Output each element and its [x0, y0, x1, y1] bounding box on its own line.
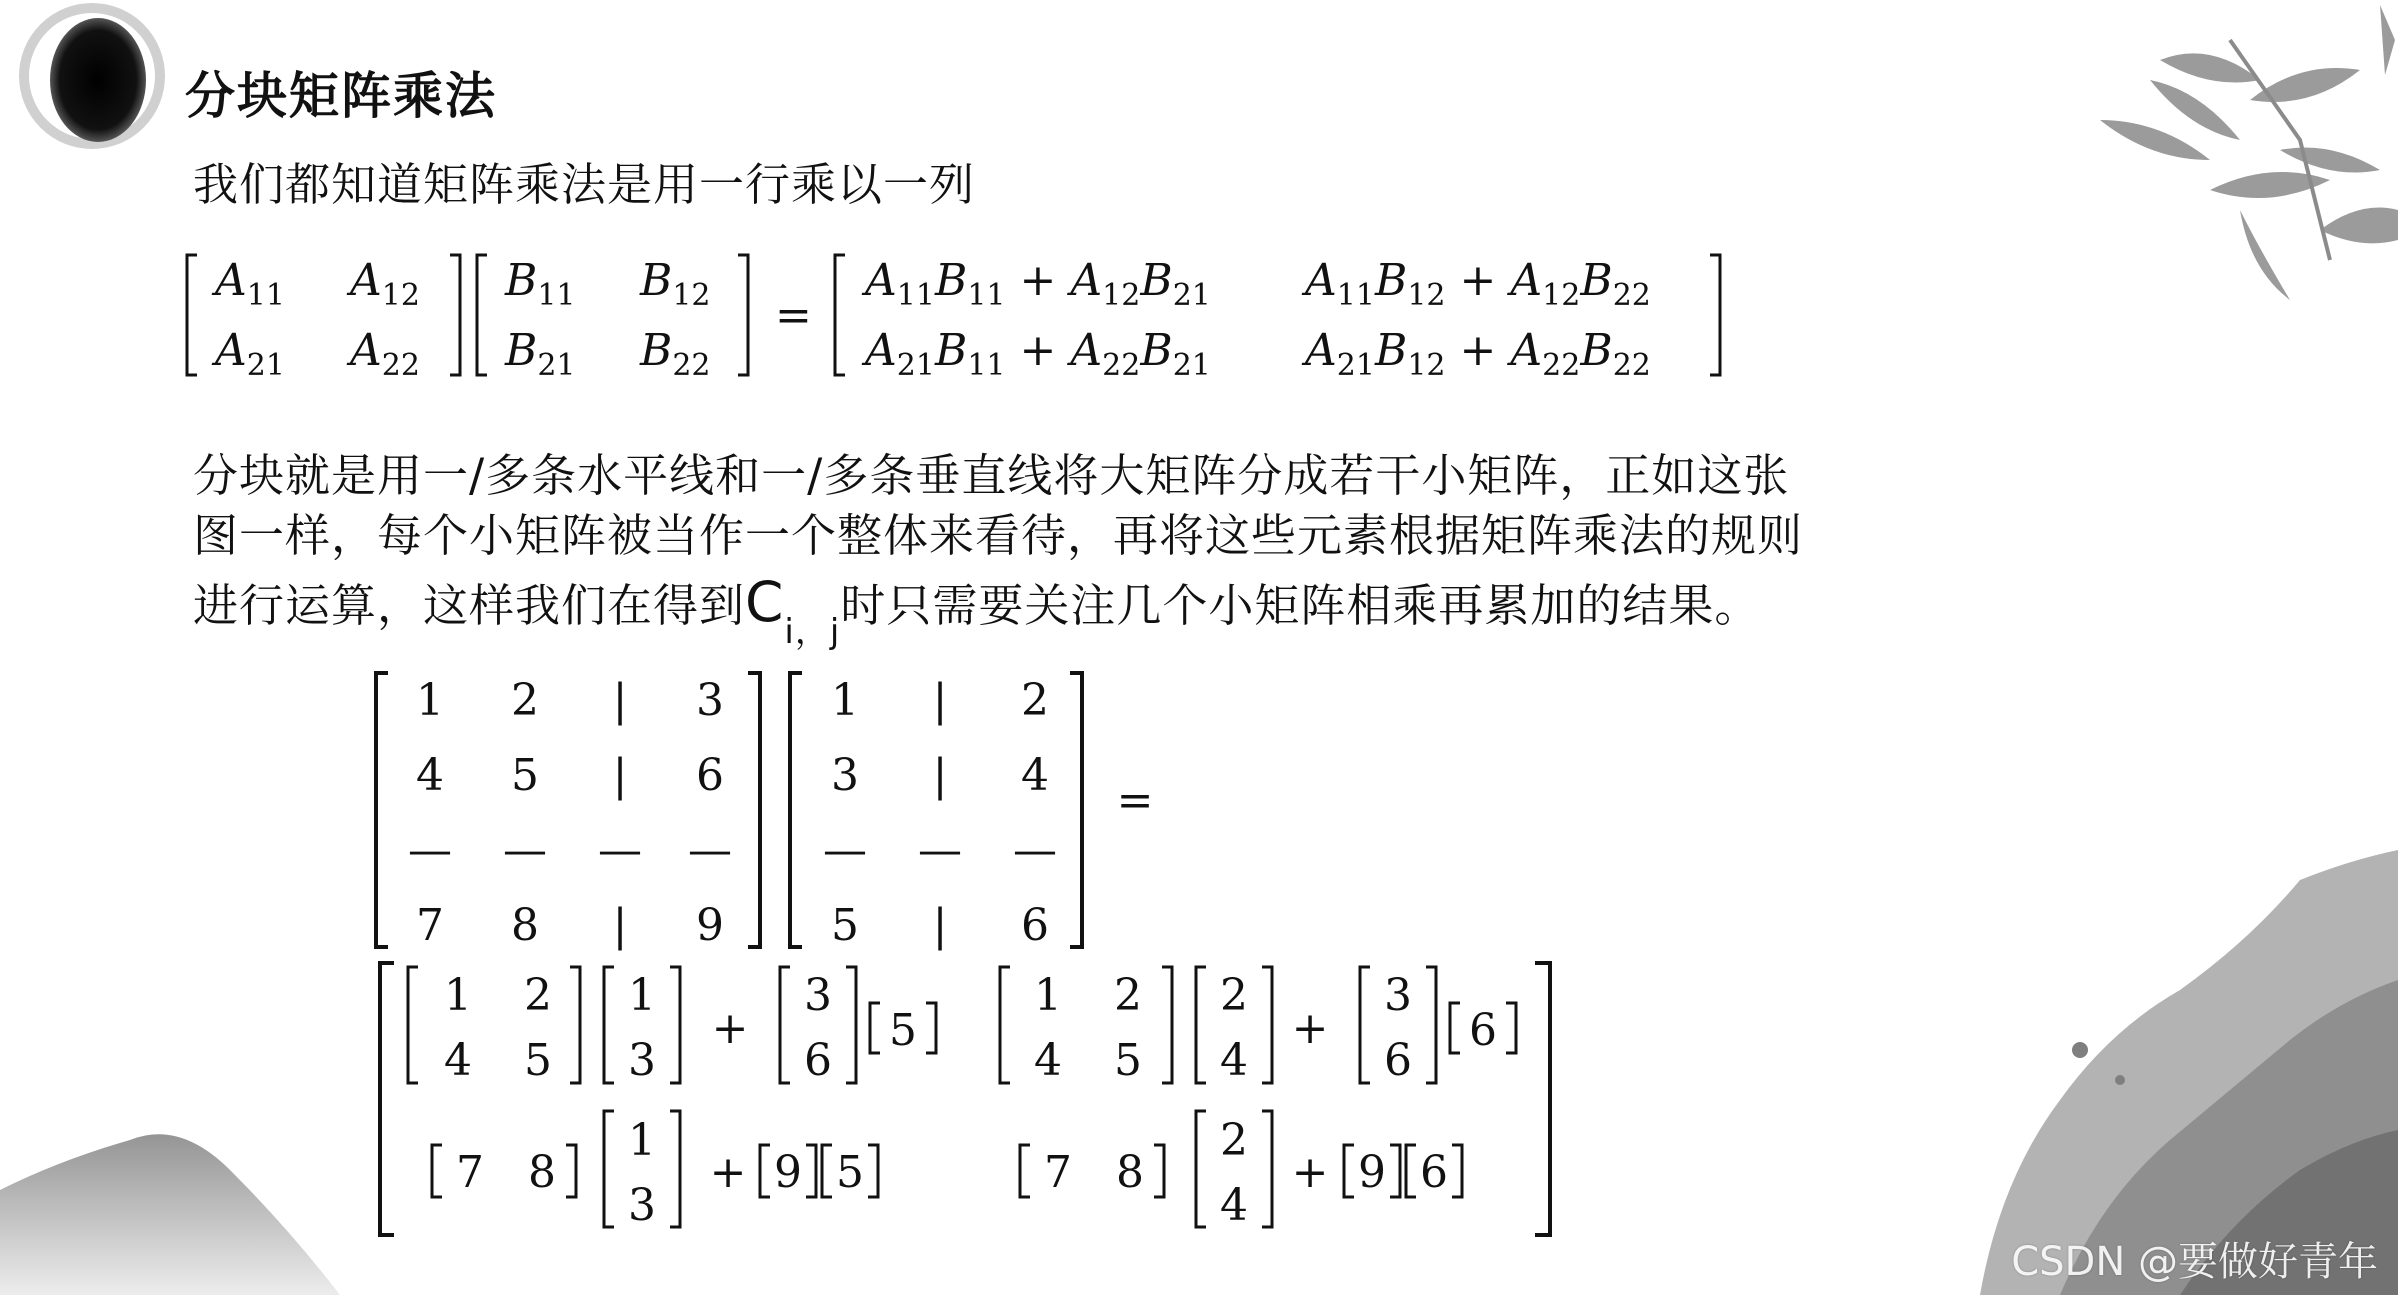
bracket-right-icon — [748, 673, 760, 947]
matrix-entry: 1 — [416, 675, 444, 726]
result-entry-22: $A_{21}B_{12} + A_{22}B_{22}$ — [1305, 325, 1651, 383]
matrix-entry: 5 — [831, 900, 859, 951]
matrix-entry: 6 — [804, 1035, 832, 1086]
result-entry-12: $A_{11}B_{12} + A_{12}B_{22}$ — [1305, 255, 1651, 313]
slide-title: 分块矩阵乘法 — [185, 66, 497, 125]
bracket-left-icon — [408, 967, 418, 1083]
matrix-entry: 6 — [1021, 900, 1049, 951]
formula-block-example — [370, 665, 1570, 1255]
matrix-entry: 6 — [696, 750, 724, 801]
bracket-right-icon — [1262, 1111, 1272, 1227]
bracket-right-icon — [570, 967, 580, 1083]
matrix-entry: 4 — [416, 750, 444, 801]
matrix-entry: 4 — [1021, 750, 1049, 801]
equals-sign: = — [1116, 775, 1154, 826]
bracket-left-icon — [1000, 967, 1010, 1083]
partition-dash: — — [823, 825, 867, 876]
bracket-right-icon — [846, 967, 856, 1083]
A11-entry: $A_{11}$ — [215, 255, 285, 313]
bracket-left-icon — [380, 963, 394, 1235]
matrix-entry: 1 — [628, 970, 656, 1021]
partition-dash: — — [408, 825, 452, 876]
matrix-entry: 5 — [836, 1147, 864, 1198]
A21-entry: $A_{21}$ — [215, 325, 285, 383]
matrix-entry: 2 — [1220, 970, 1248, 1021]
A22-entry: $A_{22}$ — [350, 325, 420, 383]
bracket-right-icon — [1070, 673, 1082, 947]
bracket-right-icon — [1452, 1145, 1462, 1197]
bracket-left-icon — [790, 673, 802, 947]
watermark-text: CSDN @要做好青年 — [2011, 1239, 2378, 1285]
bracket-right-icon — [1262, 967, 1272, 1083]
bracket-right-icon — [1154, 1145, 1164, 1197]
matrix-entry: 4 — [1034, 1035, 1062, 1086]
partition-dash: — — [688, 825, 732, 876]
partition-bar: | — [612, 900, 628, 951]
bracket-left-icon — [1344, 1145, 1354, 1197]
matrix-entry: 8 — [511, 900, 539, 951]
matrix-entry: 3 — [804, 970, 832, 1021]
matrix-entry: 1 — [628, 1115, 656, 1166]
matrix-A — [211, 255, 420, 383]
equals-sign: = — [775, 290, 812, 341]
matrix-entry: 5 — [524, 1035, 552, 1086]
formula-block-product — [185, 245, 1745, 385]
matrix-entry: 2 — [1220, 1115, 1248, 1166]
partitioned-matrix-left — [408, 675, 732, 951]
partitioned-matrix-right — [823, 675, 1057, 951]
bracket-left-icon — [187, 255, 197, 375]
matrix-entry: 2 — [1021, 675, 1049, 726]
bracket-left-icon — [1406, 1145, 1416, 1197]
matrix-entry: 9 — [774, 1147, 802, 1198]
bracket-right-icon — [926, 1003, 936, 1053]
bracket-left-icon — [604, 1111, 614, 1227]
bracket-left-icon — [870, 1003, 880, 1053]
bracket-left-icon — [1196, 1111, 1206, 1227]
bracket-left-icon — [1360, 967, 1370, 1083]
bracket-left-icon — [1196, 967, 1206, 1083]
bracket-right-icon — [1535, 963, 1550, 1235]
matrix-entry: 2 — [1114, 970, 1142, 1021]
matrix-entry: 7 — [456, 1147, 484, 1198]
matrix-entry: 2 — [524, 970, 552, 1021]
matrix-entry: 1 — [1034, 970, 1062, 1021]
partition-bar: | — [612, 675, 628, 726]
matrix-entry: 7 — [416, 900, 444, 951]
partition-bar: | — [932, 750, 948, 801]
bracket-right-icon — [868, 1145, 878, 1197]
matrix-entry: 7 — [1044, 1147, 1072, 1198]
matrix-entry: 3 — [628, 1035, 656, 1086]
mountain-left-icon — [0, 1134, 340, 1295]
matrix-entry: 6 — [1384, 1035, 1412, 1086]
partition-dash: — — [598, 825, 642, 876]
bracket-right-icon — [1390, 1145, 1400, 1197]
result-block-11 — [408, 967, 936, 1086]
result-block-22 — [1020, 1111, 1462, 1231]
matrix-entry: 5 — [511, 750, 539, 801]
matrix-entry: 3 — [628, 1180, 656, 1231]
partition-bar: | — [612, 750, 628, 801]
B11-entry: $B_{11}$ — [505, 255, 576, 313]
matrix-entry: 3 — [1384, 970, 1412, 1021]
matrix-B — [504, 255, 711, 383]
partition-dash: — — [1013, 825, 1057, 876]
partition-bar: | — [932, 675, 948, 726]
bracket-left-icon — [432, 1145, 442, 1197]
matrix-entry: 4 — [1220, 1035, 1248, 1086]
bracket-right-icon — [450, 255, 460, 375]
partition-dash: — — [918, 825, 962, 876]
plus-sign: + — [1291, 1147, 1329, 1198]
bamboo-leaves-icon — [2100, 5, 2398, 300]
plus-sign: + — [709, 1147, 747, 1198]
bracket-left-icon — [1450, 1003, 1460, 1053]
paragraph-line-2: 图一样，每个小矩阵被当作一个整体来看待，再将这些元素根据矩阵乘法的规则 — [193, 509, 1804, 562]
matrix-entry: 2 — [511, 675, 539, 726]
matrix-entry: 4 — [1220, 1180, 1248, 1231]
bracket-left-icon — [604, 967, 614, 1083]
bracket-left-icon — [835, 255, 845, 375]
bracket-right-icon — [1506, 1003, 1516, 1053]
matrix-entry: 1 — [831, 675, 859, 726]
c-ij-symbol: C — [745, 570, 785, 634]
A12-entry: $A_{12}$ — [350, 255, 420, 313]
result-block-12 — [1000, 967, 1516, 1086]
result-entry-11: $A_{11}B_{11} + A_{12}B_{21}$ — [865, 255, 1211, 313]
bracket-right-icon — [1426, 967, 1436, 1083]
intro-text: 我们都知道矩阵乘法是用一行乘以一列 — [193, 158, 976, 211]
plus-sign: + — [1291, 1003, 1329, 1054]
bracket-right-icon — [670, 967, 680, 1083]
bracket-left-icon — [1020, 1145, 1030, 1197]
bracket-left-icon — [822, 1145, 832, 1197]
B22-entry: $B_{22}$ — [640, 325, 711, 383]
matrix-entry: 1 — [444, 970, 472, 1021]
bracket-left-icon — [760, 1145, 770, 1197]
ink-mountains-icon — [1980, 850, 2398, 1295]
bracket-left-icon — [376, 673, 388, 947]
matrix-entry: 6 — [1469, 1005, 1497, 1056]
matrix-entry: 5 — [889, 1005, 917, 1056]
partition-dash: — — [503, 825, 547, 876]
result-block-21 — [432, 1111, 878, 1231]
paragraph-line-3-end: 时只需要关注几个小矩阵相乘再累加的结果。 — [840, 579, 1761, 632]
matrix-entry: 5 — [1114, 1035, 1142, 1086]
paragraph-line-3 — [193, 572, 1760, 662]
bracket-right-icon — [806, 1145, 816, 1197]
matrix-entry: 8 — [1116, 1147, 1144, 1198]
matrix-entry: 9 — [696, 900, 724, 951]
partition-bar: | — [932, 900, 948, 951]
matrix-entry: 9 — [1358, 1147, 1386, 1198]
result-matrix — [861, 255, 1651, 383]
bracket-right-icon — [1162, 967, 1172, 1083]
bracket-left-icon — [780, 967, 790, 1083]
matrix-entry: 4 — [444, 1035, 472, 1086]
bracket-left-icon — [477, 255, 487, 375]
matrix-entry: 6 — [1420, 1147, 1448, 1198]
bracket-right-icon — [1710, 255, 1720, 375]
matrix-entry: 3 — [696, 675, 724, 726]
paragraph-line-3-start: 进行运算，这样我们在得到 — [193, 579, 746, 632]
c-ij-subscript: i，j — [784, 612, 841, 652]
ink-circle-icon — [24, 8, 160, 144]
bracket-right-icon — [566, 1145, 576, 1197]
plus-sign: + — [711, 1003, 749, 1054]
matrix-entry: 8 — [528, 1147, 556, 1198]
paragraph-line-1: 分块就是用一/多条水平线和一/多条垂直线将大矩阵分成若干小矩阵，正如这张 — [193, 449, 1790, 502]
B21-entry: $B_{21}$ — [505, 325, 576, 383]
bracket-right-icon — [738, 255, 748, 375]
B12-entry: $B_{12}$ — [640, 255, 711, 313]
result-entry-21: $A_{21}B_{11} + A_{22}B_{21}$ — [865, 325, 1211, 383]
bracket-right-icon — [670, 1111, 680, 1227]
matrix-entry: 3 — [831, 750, 859, 801]
